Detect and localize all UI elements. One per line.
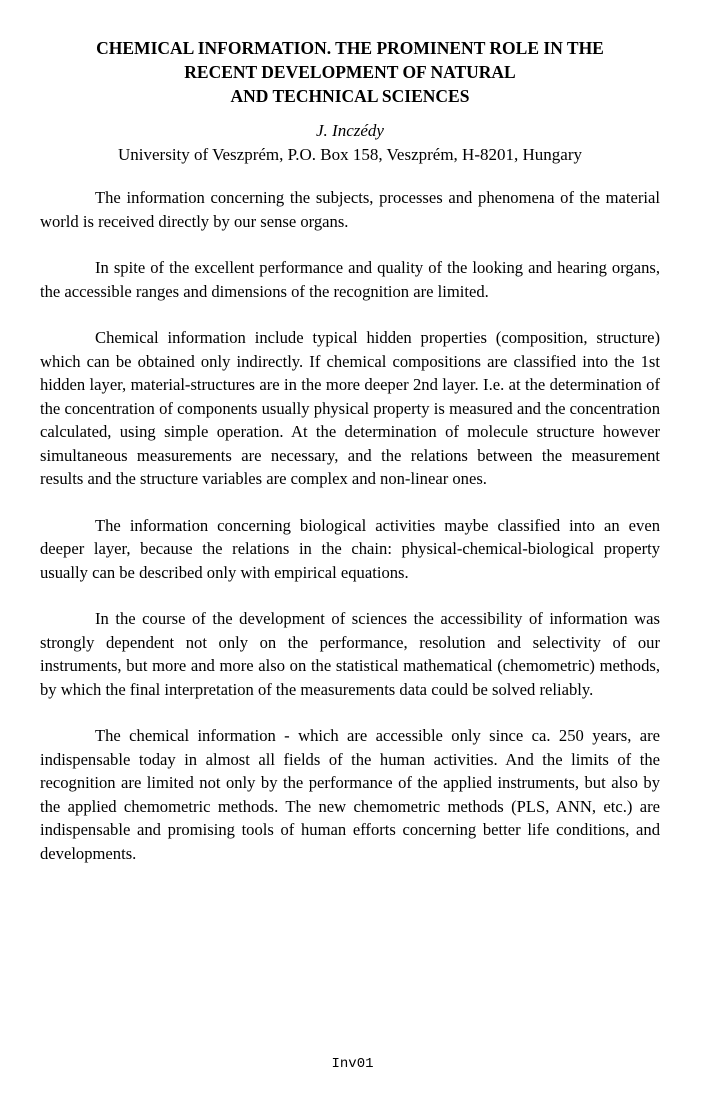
title-line-1: CHEMICAL INFORMATION. THE PROMINENT ROLE IN THE bbox=[96, 38, 604, 58]
paragraph-5: In the course of the development of sciences the accessibility of information was strongly dependent not only on the performance, resolution and selectivity of our instruments, but more and more also on the statistical mathematical (chemometric) methods, by which the final interpretation of the measurements data could be solved reliably. bbox=[40, 609, 660, 699]
author-name: J. Inczédy bbox=[316, 121, 384, 140]
page-identifier: Inv01 bbox=[331, 1056, 374, 1072]
author-affiliation: University of Veszprém, P.O. Box 158, Veszprém, H-8201, Hungary bbox=[118, 145, 582, 164]
paper-title bbox=[40, 36, 660, 108]
title-line-2: RECENT DEVELOPMENT OF NATURAL bbox=[184, 62, 516, 82]
document-page bbox=[40, 36, 660, 865]
title-line-3: AND TECHNICAL SCIENCES bbox=[230, 86, 470, 106]
paragraph-4: The information concerning biological activities maybe classified into an even deeper layer, because the relations in the chain: physical-chemical-biological property usually can be described only with empirical equations. bbox=[40, 515, 660, 582]
paragraph-6: The chemical information - which are accessible only since ca. 250 years, are indispensable today in almost all fields of the human activities. And the limits of the recognition are limited not only by the performance of the applied instruments, but also by the applied chemometric methods. The new chemometric methods (PLS, ANN, etc.) are indispensable and promising tools of human efforts concerning better life conditions, and developments. bbox=[40, 726, 660, 863]
paragraph-3: Chemical information include typical hidden properties (composition, structure) which can be obtained only indirectly. If chemical compositions are classified into the 1st hidden layer, material-structures are in the more deeper 2nd layer. I.e. at the determination of the concentration of components usually physical property is measured and the concentration calculated, using simple operation. At the determination of molecule structure however simultaneous measurements are necessary, and the relations between the measurement results and the structure variables are complex and non-linear ones. bbox=[40, 328, 660, 488]
paragraph-2: In spite of the excellent performance and quality of the looking and hearing organs, the accessible ranges and dimensions of the recognition are limited. bbox=[40, 258, 660, 301]
paragraph-1: The information concerning the subjects, processes and phenomena of the material world is received directly by our sense organs. bbox=[40, 188, 660, 231]
